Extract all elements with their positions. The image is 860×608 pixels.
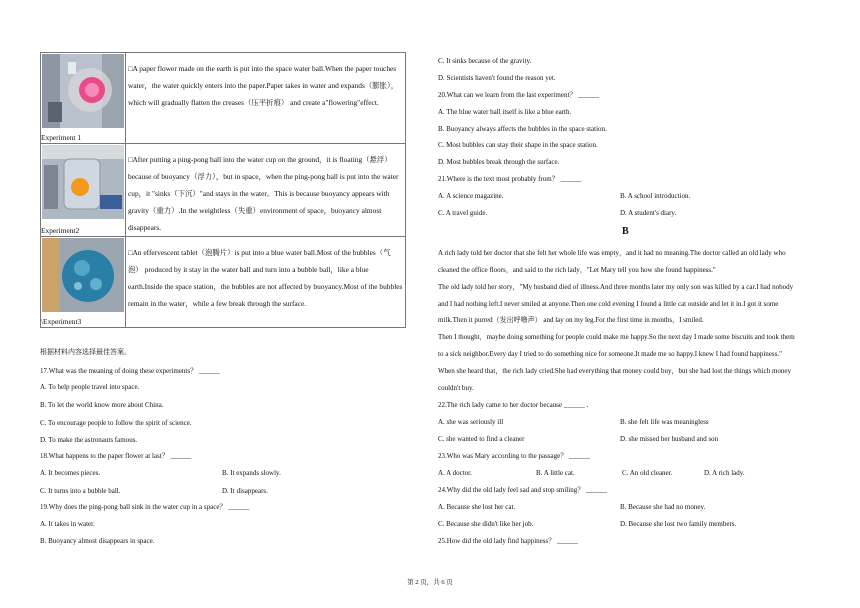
answer-option: D. Most bubbles break through the surface. [438, 158, 560, 166]
answer-option: B. Buoyancy almost disappears in space. [40, 537, 155, 545]
answer-option: A. Because she lost her cat. [438, 503, 516, 511]
answer-option: A. It takes in water. [40, 520, 95, 528]
answer-option: C. It turns into a bubble ball. [40, 487, 121, 495]
experiment-description: □After putting a ping-pong ball into the water cup on the ground，it is floating（悬浮）because of buoyancy（浮力），but in space，when the ping-pong ball is put into the water cup，it "sinks（下沉）"and stays in the water。This is because buoyancy appears with gravity（重力）.In the weightless（失重）environment of space，buoyancy almost disappears. [126, 144, 406, 237]
passage-line: When she heard that，the rich lady cried.She had everything that money could buy，but she had lost the things which money [438, 367, 792, 375]
question-text: 17.What was the meaning of doing these experiments？ ______ [40, 367, 220, 375]
answer-option: D. To make the astronauts famous. [40, 436, 138, 444]
passage-line: The old lady told her story，"My husband died of illness.And three months later my only son was killed by a car.I had nobody [438, 283, 794, 291]
answer-option: D. A rich lady. [704, 469, 745, 477]
experiment-row [41, 144, 406, 237]
experiment-image-cell [41, 237, 126, 328]
answer-option: B. Buoyancy always affects the bubbles in the space station. [438, 125, 607, 133]
passage-line: and I had nothing left.I never smiled at anyone.Then one cold evening I found a little cat outside and let it in.I got it some [438, 300, 779, 308]
answer-option: B. A school introduction. [620, 192, 691, 200]
answer-option: B. she felt life was meaningless [620, 418, 709, 426]
instruction-text: 根据材料内容选择最佳答案。 [40, 348, 131, 356]
passage-line: couldn't buy. [438, 384, 474, 392]
answer-option: B. Because she had no money. [620, 503, 706, 511]
answer-option: C. To encourage people to follow the spirit of science. [40, 419, 192, 427]
answer-option: A. A doctor. [438, 469, 472, 477]
answer-option: C. Because she didn't like her job. [438, 520, 534, 528]
passage-line: Then I thought，maybe doing something for people could make me happy.So the next day I made some biscuits and took them [438, 333, 795, 341]
passage-line: to a sick neighbor.Every day I tried to do something nice for someone.It made me so happy.I knew I had found happiness." [438, 350, 782, 358]
answer-option: D. It disappears. [222, 487, 268, 495]
answer-option: B. A little cat. [536, 469, 575, 477]
answer-option: A. she was seriously ill [438, 418, 504, 426]
answer-option: D. A student's diary. [620, 209, 677, 217]
water-ball-photo [42, 238, 124, 312]
passage-line: cleaned the office floors，and said to the rich lady，"Let Mary tell you how she found happiness." [438, 266, 716, 274]
experiment-caption: Experiment 1 [41, 133, 82, 142]
answer-option: C. A travel guide. [438, 209, 488, 217]
answer-option: B. To let the world know more about China. [40, 401, 164, 409]
paper-flower-photo [42, 54, 124, 128]
answer-option: B. It expands slowly. [222, 469, 281, 477]
question-text: 21.Where is the text most probably from？ ______ [438, 175, 582, 183]
question-text: 19.Why does the ping-pong ball sink in the water cup in a space？ ______ [40, 503, 250, 511]
answer-option: A. The blue water ball itself is like a blue earth. [438, 108, 572, 116]
answer-option: C. Most bubbles can stay their shape in the space station. [438, 141, 598, 149]
question-text: 24.Why did the old lady feel sad and stop smiling？ ______ [438, 486, 607, 494]
experiment-caption: \Experiment3 [41, 317, 82, 326]
experiment-row [41, 53, 406, 144]
question-text: 25.How did the old lady find happiness？ ______ [438, 537, 578, 545]
ping-pong-photo [42, 145, 124, 219]
answer-option: A. It becomes pieces. [40, 469, 101, 477]
question-text: 23.Who was Mary according to the passage？ ______ [438, 452, 591, 460]
experiment-caption: Experiment2 [41, 226, 80, 235]
question-text: 18.What happens to the paper flower at last？ ______ [40, 452, 192, 460]
experiment-description: □An effervescent tablet（泡腾片）is put into a blue water ball.Most of the bubbles（气泡） produced by it stay in the water ball and turn into a bubble ball，like a blue earth.Inside the space station，the bubbles are not affected by buoyancy.Most of the bubbles remain in the water，while a few break through the surface. [126, 237, 406, 328]
experiments-table [40, 52, 406, 328]
experiment-image-cell [41, 53, 126, 144]
answer-option: D. she missed her husband and son [620, 435, 719, 443]
passage-line: A rich lady told her doctor that she felt her whole life was empty，and it had no meaning.The doctor called an old lady who [438, 249, 786, 257]
answer-option: D. Because she lost two family members. [620, 520, 737, 528]
question-text: 20.What can we learn from the last experiment？ ______ [438, 91, 600, 99]
answer-option: C. It sinks because of the gravity. [438, 57, 532, 65]
experiment-row [41, 237, 406, 328]
answer-option: A. A science magazine. [438, 192, 504, 200]
answer-option: C. An old cleaner. [622, 469, 673, 477]
answer-option: D. Scientists haven't found the reason yet. [438, 74, 556, 82]
question-text: 22.The rich lady came to her doctor because ______ . [438, 401, 589, 409]
section-b-heading: B [622, 226, 629, 237]
experiment-image-cell [41, 144, 126, 237]
answer-option: A. To help people travel into space. [40, 383, 140, 391]
answer-option: C. she wanted to find a cleaner [438, 435, 525, 443]
experiment-description: □A paper flower made on the earth is put into the space water ball.When the paper touches water，the water quickly enters into the paper.Paper takes in water and expands（膨胀），which will gradually flatten the creases（压平折痕） and create a"flowering"effect. [126, 53, 406, 144]
passage-line: milk.Then it purred（发出呼噜声） and lay on my leg.For the first time in months，I smiled. [438, 316, 704, 324]
page-footer: 第 2 页，共 6 页 [407, 579, 453, 586]
